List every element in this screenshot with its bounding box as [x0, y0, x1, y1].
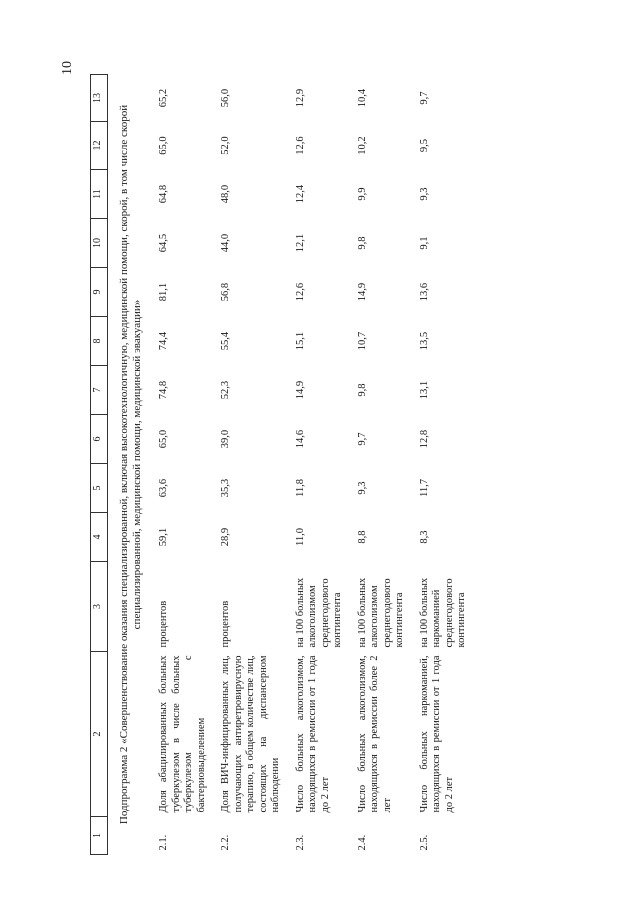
column-number: 13	[91, 75, 108, 122]
indicator-value: 59,1	[158, 527, 169, 547]
column-number: 1	[91, 817, 108, 855]
indicator-value: 12,6	[294, 136, 306, 155]
unit-of-measure: на 100 больных алкоголизмом среднегодового контингента	[294, 577, 343, 648]
indicator-value: 74,8	[158, 380, 169, 400]
indicator-value: 52,3	[220, 380, 231, 400]
indicator-value: 44,0	[220, 233, 231, 253]
indicator-value: 9,3	[418, 187, 430, 201]
column-number: 8	[91, 317, 108, 366]
indicator-value: 11,0	[294, 528, 306, 546]
indicator-name: Число больных алкоголизмом, находящихся в ремиссии от 1 года до 2 лет	[294, 655, 331, 813]
table-row	[152, 75, 214, 855]
indicator-value: 11,8	[294, 479, 306, 497]
row-number: 2.2.	[220, 834, 231, 851]
indicator-value: 15,1	[294, 331, 306, 351]
indicator-value: 52,0	[220, 136, 231, 155]
indicator-value: 64,8	[158, 184, 169, 204]
indicator-value: 9,7	[418, 91, 430, 105]
indicator-value: 55,4	[220, 331, 231, 351]
indicator-value: 81,1	[158, 282, 169, 302]
indicator-value: 65,0	[158, 136, 169, 155]
indicator-name: Доля ВИЧ-инфицированных лиц, получающих антиретровирусную терапию, в общем количестве лиц, состоящих на диспансерном наблюдении	[220, 655, 281, 813]
indicator-value: 14,9	[356, 282, 368, 302]
indicator-value: 56,0	[220, 88, 231, 108]
indicator-value: 48,0	[220, 184, 231, 204]
unit-of-measure: процентов	[158, 600, 169, 648]
indicator-value: 12,6	[294, 282, 306, 302]
indicator-value: 9,7	[356, 432, 368, 446]
indicator-value: 13,6	[418, 282, 430, 302]
row-number: 2.1.	[158, 834, 169, 851]
column-number: 12	[91, 122, 108, 170]
indicator-value: 12,9	[294, 88, 306, 108]
table-row	[351, 75, 413, 855]
column-number: 10	[91, 219, 108, 268]
indicator-value: 10,7	[356, 331, 368, 351]
indicators-table	[90, 74, 475, 855]
indicator-value: 9,9	[356, 187, 368, 201]
document-page	[90, 75, 540, 855]
indicator-value: 39,0	[220, 429, 231, 449]
page-number: 10	[60, 61, 75, 75]
indicator-value: 13,1	[418, 380, 430, 400]
indicator-value: 74,4	[158, 331, 169, 351]
indicator-value: 64,5	[158, 233, 169, 253]
row-number: 2.4.	[356, 834, 368, 851]
indicator-name: Доля абацилированных больных туберкулезом в числе больных туберкулезом с бактериовыделением	[158, 655, 207, 813]
indicator-value: 12,1	[294, 233, 306, 253]
indicator-value: 8,3	[418, 530, 430, 544]
indicator-value: 65,0	[158, 429, 169, 449]
indicator-value: 8,8	[356, 530, 368, 544]
subprogram-title: Подпрограмма 2 «Совершенствование оказания специализированной, включая высокотехнологичную, медицинской помощи, скорой, в том числе скорой специализированной, медицинской помощи, медицинской эвакуации»	[118, 104, 143, 825]
column-number: 7	[91, 366, 108, 415]
column-number-row	[91, 75, 108, 855]
indicator-value: 11,7	[418, 479, 430, 497]
indicator-value: 9,8	[356, 383, 368, 397]
indicator-value: 9,3	[356, 481, 368, 495]
row-number: 2.3.	[294, 834, 306, 851]
indicator-value: 9,5	[418, 138, 430, 153]
unit-of-measure: процентов	[220, 600, 231, 648]
subprogram-row	[108, 75, 153, 855]
column-number: 11	[91, 170, 108, 219]
unit-of-measure: на 100 больных алкоголизмом среднегодового контингента	[356, 577, 405, 648]
indicator-value: 65,2	[158, 88, 169, 108]
unit-of-measure: на 100 больных наркоманией среднегодового контингента	[418, 577, 467, 648]
indicator-value: 12,8	[418, 429, 430, 449]
indicator-value: 28,9	[220, 527, 231, 547]
column-number: 9	[91, 268, 108, 317]
indicator-value: 14,9	[294, 380, 306, 400]
indicator-value: 13,5	[418, 331, 430, 351]
table-row	[214, 75, 289, 855]
indicator-value: 9,8	[356, 236, 368, 250]
column-number: 4	[91, 513, 108, 562]
column-number: 2	[91, 652, 108, 817]
indicator-value: 35,3	[220, 478, 231, 498]
indicator-value: 10,4	[356, 88, 368, 108]
indicator-value: 9,1	[418, 236, 430, 250]
row-number: 2.5.	[418, 834, 430, 851]
indicator-name: Число больных алкоголизмом, находящихся в ремиссии более 2 лет	[356, 655, 393, 813]
indicator-value: 63,6	[158, 478, 169, 498]
indicator-name: Число больных наркоманией, находящихся в ремиссии от 1 года до 2 лет	[418, 655, 455, 813]
table-row	[413, 75, 475, 855]
indicator-value: 10,2	[356, 136, 368, 155]
indicator-value: 14,6	[294, 429, 306, 449]
table-body	[152, 75, 475, 855]
column-number: 3	[91, 562, 108, 652]
column-number: 6	[91, 415, 108, 464]
indicator-value: 12,4	[294, 184, 306, 204]
table-row	[289, 75, 351, 855]
column-number: 5	[91, 464, 108, 513]
indicator-value: 56,8	[220, 282, 231, 302]
